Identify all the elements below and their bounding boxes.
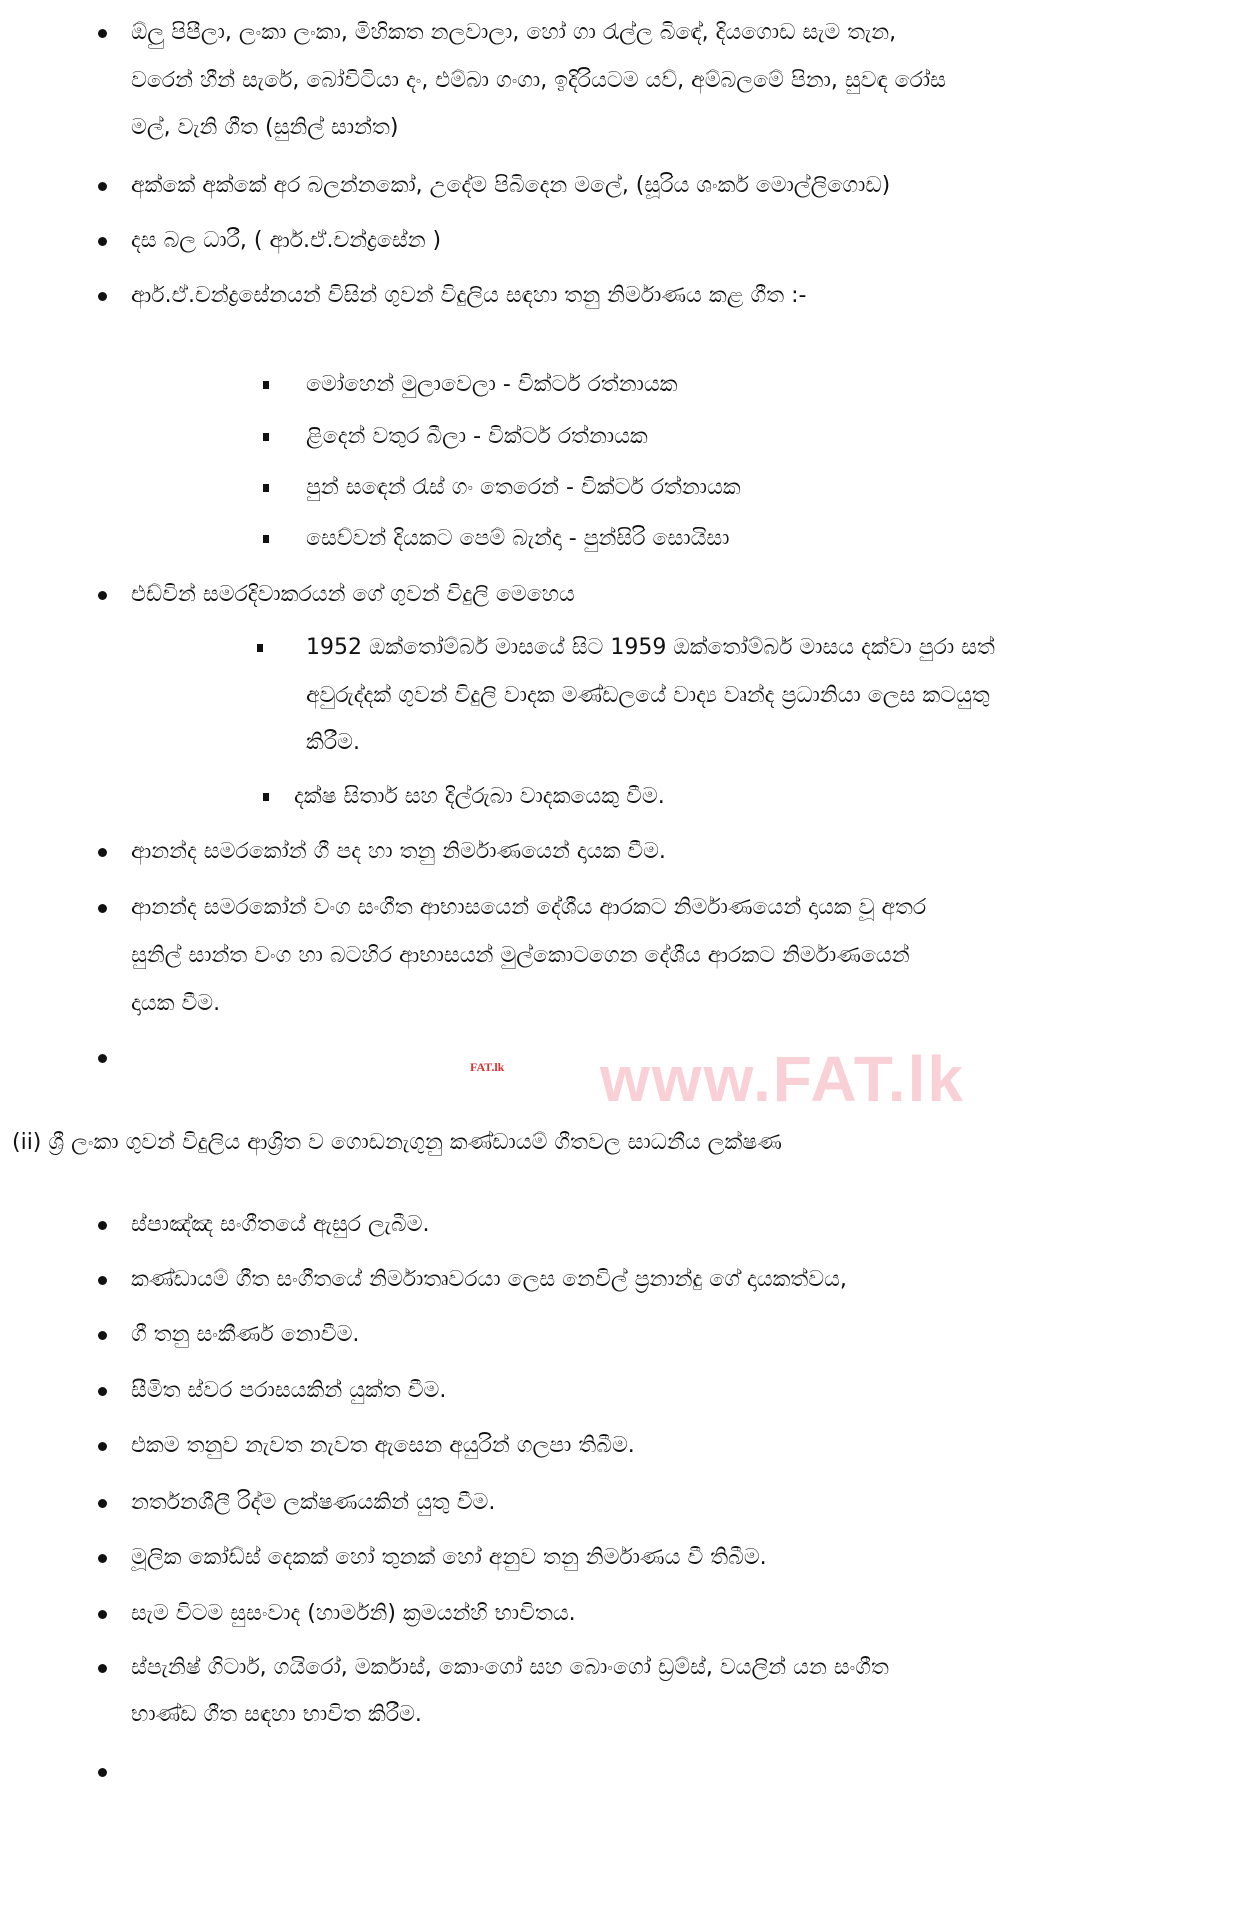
song-item: ළිදෙන් වතුර බීලා - වික්ටර් රත්නායක — [306, 423, 648, 449]
list-item: ආනන්ද සමරකෝන් ගී පද හා තනු නිර්මාණයෙන් දායක වීම. — [131, 839, 666, 865]
bullet-icon — [98, 1610, 107, 1619]
list-item: අක්කේ අක්කේ අර බලන්නකෝ, උදේම පිබිදෙන මලේ, (සූරිය ශංකර් මොල්ලිගොඩ) — [131, 172, 891, 198]
list-item: එඩ්වින් සමරදිවාකරයන් ගේ ගුවන් විදුලි මෙහෙය — [131, 582, 575, 608]
list-item: මූලික කෝඩ්ස් දෙකක් හෝ තුනක් හෝ අනුව තනු නිර්මාණය වී තිබීම. — [131, 1544, 767, 1570]
square-bullet-icon — [263, 793, 269, 801]
sub-item: 1952 ඔක්තෝම්බර් මාසයේ සිට 1959 ඔක්තෝම්බර් මාසය දක්වා පුරා සත් — [306, 635, 995, 661]
square-bullet-icon — [263, 381, 269, 389]
list-item: එකම තනුව නැවත නැවත ඇසෙන අයුරින් ගලපා තිබීම. — [131, 1433, 635, 1459]
empty-bullet-icon — [98, 1768, 107, 1777]
watermark: www.FAT.lk — [600, 1043, 965, 1115]
list-item: ස්පැනිෂ් ගිටාර්, ගයිරෝ, මර්කාස්, කොංගෝ සහ බොංගෝ ඩ්‍රම්ස්, වයලින් යන සංගීත — [131, 1654, 889, 1680]
sub-item: කිරීම. — [306, 730, 360, 756]
square-bullet-icon — [263, 484, 269, 492]
list-item: සීමිත ස්වර පරාසයකින් යුක්ත වීම. — [131, 1378, 447, 1404]
list-item: ආනන්ද සමරකෝන් වංග සංගීත ආභාසයෙන් දේශීය ආරකට නිර්මාණයෙන් දායක වූ අතර — [131, 895, 927, 921]
song-item: මෝහෙන් මුලාවෙලා - වික්ටර් රත්නායක — [306, 372, 678, 398]
song-item: සෙව්වන් දියකට පෙම් බැන්දා - පුන්සිරි සොයිසා — [306, 526, 730, 552]
list-item: සැම විටම සුසංවාද (හාර්මනි) ක්‍රමයන්හි භාවිතය. — [131, 1600, 576, 1626]
sub-item: අවුරුද්දක් ගුවන් විදුලි වාදක මණ්ඩලයේ වාද්‍ය වෘන්ද ප්‍රධානියා ලෙස කටයුතු — [306, 682, 990, 708]
list-item: ආර්.ඒ.චන්ද්‍රසේනයන් විසින් ගුවන් විදුලිය සඳහා තනු නිර්මාණය කළ ගීත :- — [131, 282, 807, 308]
bullet-icon — [98, 848, 107, 857]
watermark-small: FAT.lk — [470, 1060, 505, 1074]
list-item: සුනිල් සාන්ත වංග හා බටහිර ආභාසයන් මුල්කොටගෙන දේශීය ආරකට නිර්මාණයෙන් — [131, 943, 910, 969]
bullet-icon — [98, 1442, 107, 1451]
bullet-icon — [98, 292, 107, 301]
list-item: ගී තනු සංකීර්ණ නොවීම. — [131, 1322, 360, 1348]
bullet-icon — [98, 1387, 107, 1396]
bullet-icon — [98, 29, 107, 38]
list-item: මල්, වැනි ගීත (සුනිල් සාන්ත) — [131, 115, 399, 141]
square-bullet-icon — [263, 535, 269, 543]
bullet-icon — [98, 1331, 107, 1340]
list-item: භාණ්ඩ ගීත සඳහා භාවිත කිරීම. — [131, 1702, 422, 1728]
bullet-icon — [98, 1664, 107, 1673]
list-item: කණ්ඩායම් ගීත සංගීතයේ නිර්මාතෘවරයා ලෙස නෙවිල් ප්‍රනාන්දු ගේ දායකත්වය, — [131, 1267, 847, 1293]
list-item: ඕලු පිපීලා, ලංකා ලංකා, මිහිකත නලවාලා, හෝ ගා රැල්ල බිඳේ, දියගොඩ සැම තැන, — [131, 20, 897, 45]
section-heading: (ii) ශ්‍රී ලංකා ගුවන් විදුලිය ආශ්‍රිත ව ගොඩනැගුනු කණ්ඩායම් ගීතවල සාධනීය ලක්ෂණ — [12, 1130, 782, 1156]
bullet-icon — [98, 1499, 107, 1508]
bullet-icon — [98, 591, 107, 600]
sub-item: දක්ෂ සිතාර් සහ දිල්රුබා වාදකයෙකු වීම. — [294, 784, 665, 810]
square-bullet-icon — [263, 433, 269, 441]
song-item: පුන් සඳෙන් රැස් ගං තෙරෙන් - වික්ටර් රත්නායක — [306, 474, 741, 500]
list-item: වරෙන් හීන් සැරේ, බෝවිටියා දං, එම්බා ගංගා, ඉදිරියටම යව්, අම්බලමේ පිනා, සුවඳ රෝස — [131, 67, 946, 93]
empty-bullet-icon — [98, 1054, 107, 1063]
bullet-icon — [98, 1221, 107, 1230]
bullet-icon — [98, 1554, 107, 1563]
bullet-icon — [98, 182, 107, 191]
bullet-icon — [98, 237, 107, 246]
bullet-icon — [98, 904, 107, 913]
list-item: දායක වීම. — [131, 990, 221, 1016]
list-item: ස්පාඤ්ඤ සංගීතයේ ඇසුර ලැබීම. — [131, 1212, 430, 1238]
square-bullet-icon — [257, 644, 263, 652]
bullet-icon — [98, 1276, 107, 1285]
list-item: දස බල ධාරී, ( ආර්.ඒ.චන්ද්‍රසේන ) — [131, 227, 442, 253]
list-item: නර්තනශීලී රිද්ම ලක්ෂණයකින් යුතු වීම. — [131, 1489, 496, 1515]
